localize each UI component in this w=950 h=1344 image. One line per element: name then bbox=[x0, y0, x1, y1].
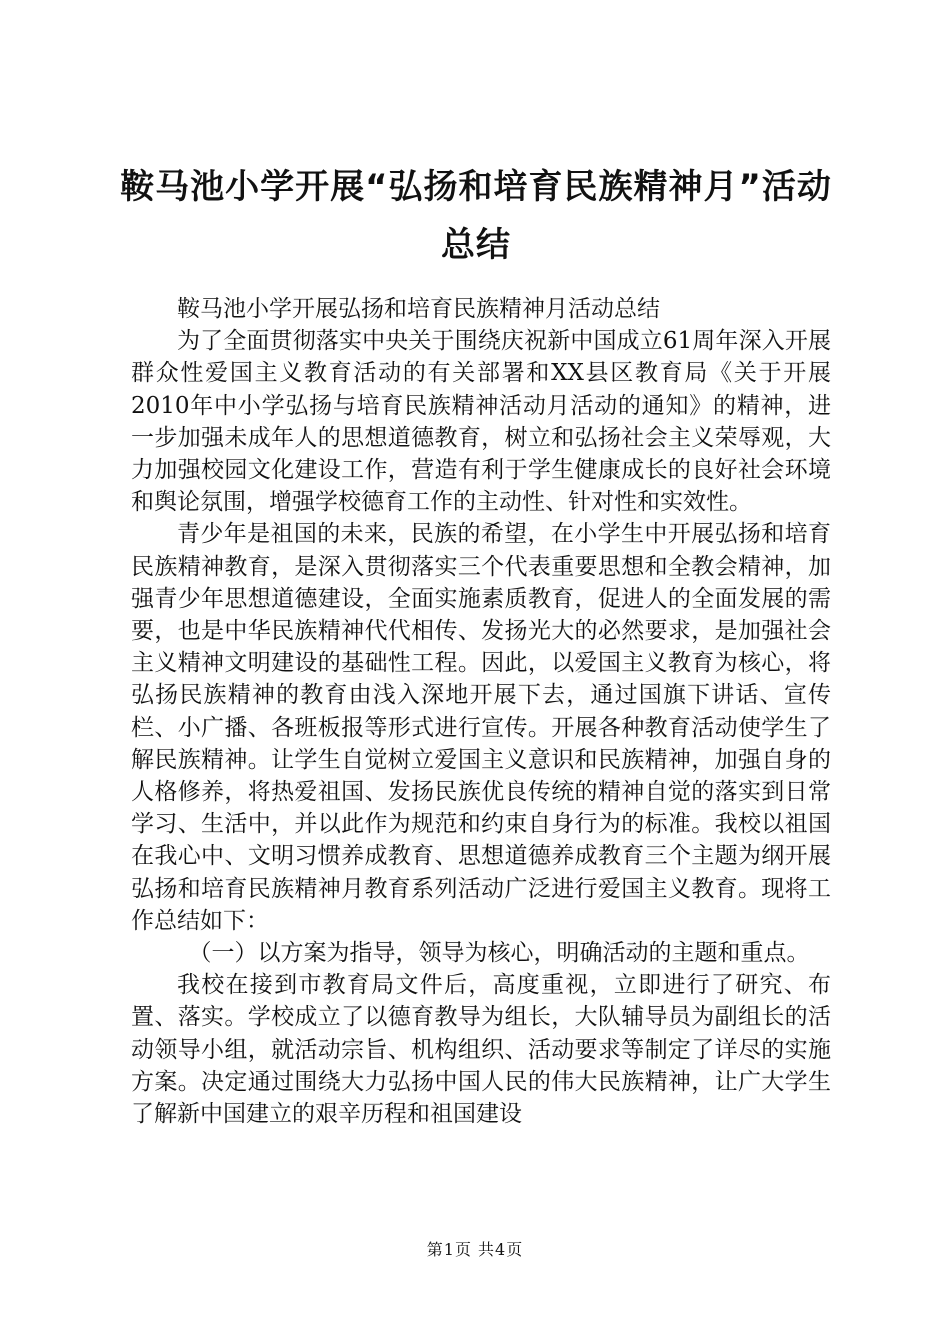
paragraph-background: 青少年是祖国的未来，民族的希望，在小学生中开展弘扬和培育民族精神教育，是深入贯彻落实三个代表重要思想和全教会精神，加强青少年思想道德建设，全面实施素质教育，促进人的全面发展的需要，也是中华民族精神代代相传、发扬光大的必然要求，是加强社会主义精神文明建设的基础性工程。因此，以爱国主义教育为核心，将弘扬民族精神的教育由浅入深地开展下去，通过国旗下讲话、宣传栏、小广播、各班板报等形式进行宣传。开展各种教育活动使学生了解民族精神。让学生自觉树立爱国主义意识和民族精神，加强自身的人格修养，将热爱祖国、发扬民族优良传统的精神自觉的落实到日常学习、生活中，并以此作为规范和约束自身行为的标准。我校以祖国在我心中、文明习惯养成教育、思想道德养成教育三个主题为纲开展弘扬和培育民族精神月教育系列活动广泛进行爱国主义教育。现将工作总结如下： bbox=[131, 521, 831, 934]
document-title: 鞍马池小学开展“弘扬和培育民族精神月”活动总结 bbox=[120, 167, 832, 265]
section-heading-1: （一）以方案为指导，领导为核心，明确活动的主题和重点。 bbox=[188, 940, 810, 967]
document-body bbox=[131, 293, 831, 1130]
page-number-footer: 第1页 共4页 bbox=[426, 1240, 524, 1259]
paragraph-subtitle: 鞍马池小学开展弘扬和培育民族精神月活动总结 bbox=[177, 296, 660, 322]
paragraph-section-1: 我校在接到市教育局文件后，高度重视，立即进行了研究、布置、落实。学校成立了以德育教导为组长，大队辅导员为副组长的活动领导小组，就活动宗旨、机构组织、活动要求等制定了详尽的实施方案。决定通过围绕大力弘扬中国人民的伟大民族精神，让广大学生了解新中国建立的艰辛历程和祖国建设 bbox=[131, 972, 831, 1128]
paragraph-intro: 为了全面贯彻落实中央关于围绕庆祝新中国成立61周年深入开展群众性爱国主义教育活动的有关部署和XX县区教育局《关于开展2010年中小学弘扬与培育民族精神活动月活动的通知》的精神，进一步加强未成年人的思想道德教育，树立和弘扬社会主义荣辱观，大力加强校园文化建设工作，营造有利于学生健康成长的良好社会环境和舆论氛围，增强学校德育工作的主动性、针对性和实效性。 bbox=[131, 328, 831, 516]
